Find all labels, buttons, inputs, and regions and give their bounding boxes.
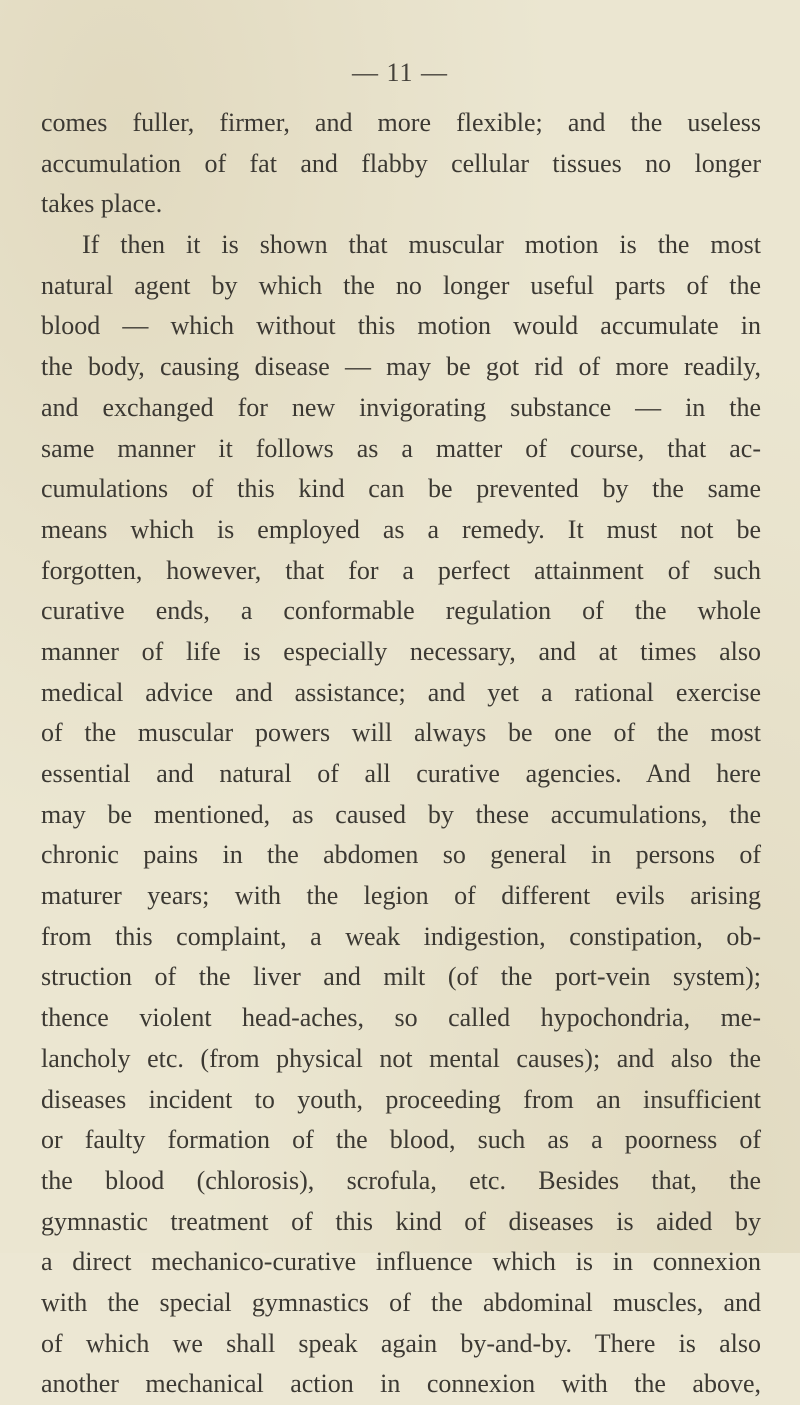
- text-line: may be mentioned, as caused by these accumulations, the: [41, 799, 761, 829]
- text-line: struction of the liver and milt (of the port-vein system);: [41, 962, 761, 992]
- text-line: forgotten, however, that for a perfect attainment of such: [41, 555, 761, 585]
- text-line: medical advice and assistance; and yet a rational exercise: [41, 677, 761, 707]
- text-line: thence violent head-aches, so called hypochondria, me-: [41, 1003, 761, 1033]
- text-line: and exchanged for new invigorating substance — in the: [41, 392, 761, 422]
- text-line: same manner it follows as a matter of course, that ac-: [41, 433, 761, 463]
- body-text: [41, 103, 761, 1405]
- page-number: — 11 —: [351, 58, 449, 87]
- text-line: blood — which without this motion would accumulate in: [41, 311, 761, 341]
- text-line: curative ends, a conformable regulation of the whole: [41, 596, 761, 626]
- text-line: with the special gymnastics of the abdominal muscles, and: [41, 1287, 761, 1317]
- text-line: cumulations of this kind can be prevented by the same: [41, 474, 761, 504]
- text-line: another mechanical action in connexion with the above,: [41, 1369, 761, 1399]
- text-line: from this complaint, a weak indigestion, constipation, ob-: [41, 921, 761, 951]
- text-line: manner of life is especially necessary, and at times also: [41, 636, 761, 666]
- text-line: the blood (chlorosis), scrofula, etc. Besides that, the: [41, 1165, 761, 1195]
- text-line: means which is employed as a remedy. It must not be: [41, 514, 761, 544]
- text-line: a direct mechanico-curative influence which is in connexion: [41, 1247, 761, 1277]
- text-line: natural agent by which the no longer useful parts of the: [41, 270, 761, 300]
- text-line: the body, causing disease — may be got rid of more readily,: [41, 352, 761, 382]
- text-line: takes place.: [41, 189, 163, 219]
- text-line: lancholy etc. (from physical not mental causes); and also the: [41, 1043, 761, 1073]
- text-line: of the muscular powers will always be one of the most: [41, 718, 761, 748]
- text-line: or faulty formation of the blood, such as a poorness of: [41, 1125, 761, 1155]
- text-line: essential and natural of all curative agencies. And here: [41, 759, 761, 788]
- paragraph-start-line: If then it is shown that muscular motion is the most: [82, 230, 761, 260]
- text-line: of which we shall speak again by-and-by. There is also: [41, 1328, 761, 1358]
- text-line: maturer years; with the legion of different evils arising: [41, 881, 761, 911]
- text-line: chronic pains in the abdomen so general in persons of: [41, 840, 761, 870]
- text-line: comes fuller, firmer, and more flexible; and the useless: [41, 108, 761, 137]
- text-line: accumulation of fat and flabby cellular tissues no longer: [41, 148, 761, 178]
- text-line: diseases incident to youth, proceeding from an insufficient: [41, 1084, 761, 1114]
- text-line: gymnastic treatment of this kind of diseases is aided by: [41, 1206, 761, 1236]
